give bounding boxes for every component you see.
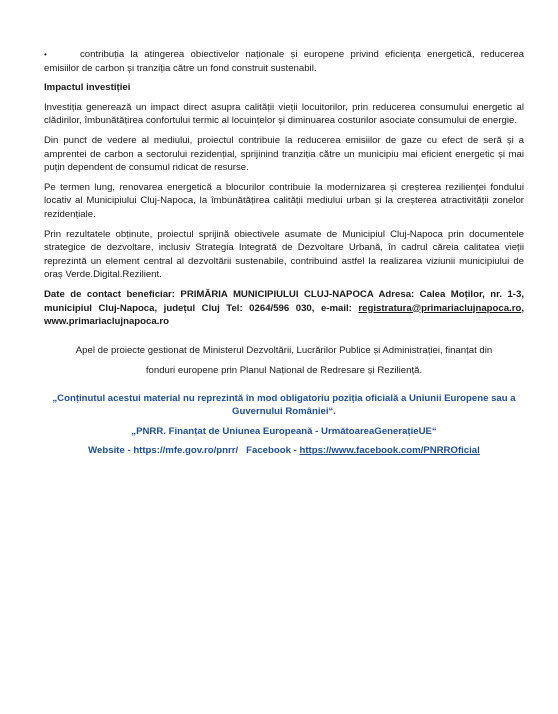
impact-paragraph-2: Din punct de vedere al mediului, proiectul contribuie la reducerea emisiilor de gaze cu efect de seră și a amprentei de carbon a sectorului rezidențial, sprijinind tranziția către un municipiu mai eficient energetic și mai puțin dependent de consumul ridicat de resurse. [44, 134, 524, 174]
impact-paragraph-3: Pe termen lung, renovarea energetică a blocurilor contribuie la modernizarea și creșterea rezilienței fondului locativ al Municipiului Cluj-Napoca, la îmbunătățirea calității mediului urban și la creșterea atractivității zonelor rezidențiale. [44, 181, 524, 220]
contact-details: Date de contact beneficiar: PRIMĂRIA MUNICIPIULUI CLUJ-NAPOCA Adresa: Calea Moților, nr. 1-3, municipiul Cluj-Napoca, județul Cluj Tel: 0264/596 030, e-mail: [44, 288, 524, 314]
facebook-label: Facebook - [246, 444, 300, 456]
facebook-link[interactable]: https://www.facebook.com/PNRROficial [299, 444, 480, 456]
website-label: Website - [88, 444, 134, 456]
spacer [44, 381, 524, 392]
website-link[interactable]: https://mfe.gov.ro/pnrr/ [133, 444, 239, 456]
document-page [44, 48, 524, 463]
bullet-text: contribuția la atingerea obiectivelor naționale și europene privind eficiența energetică, reducerea emisiilor de carbon și tranziția către un fond construit sustenabil. [44, 49, 524, 74]
contact-website[interactable]: www.primariaclujnapoca.ro [44, 316, 169, 328]
impact-heading: Impactul investiției [44, 82, 131, 94]
funding-line-1: Apel de proiecte gestionat de Ministerul Dezvoltării, Lucrărilor Publice și Administrației, finanțat din [75, 344, 493, 356]
contact-separator: , [521, 302, 524, 314]
contact-email-link[interactable]: registratura@primariaclujnapoca.ro [358, 302, 522, 314]
pnrr-slogan: „PNRR. Finanțat de Uniunea Europeană - UrmătoareaGenerațieUE“ [131, 425, 437, 437]
eu-disclaimer: „Conținutul acestui material nu reprezintă în mod obligatoriu poziția oficială a Uniunii Europene sau a Guvernului României“. [52, 392, 516, 418]
funding-line-2: fonduri europene prin Planul Național de Redresare și Reziliență. [145, 364, 423, 376]
links-line [44, 444, 524, 457]
bullet-item [44, 48, 524, 75]
bullet-symbol: • [44, 50, 47, 59]
impact-paragraph-4: Prin rezultatele obținute, proiectul sprijină obiectivele asumate de Municipiul Cluj-Napoca prin documentele strategice de dezvoltare, inclusiv Strategia Integrată de Dezvoltare Urbană, în cadrul căreia calitatea vieții reprezintă un element central al dezvoltării sustenabile, contribuind astfel la realizarea viziunii municipiului de oraș Verde.Digital.Rezilient. [44, 228, 524, 281]
contact-block [44, 288, 524, 329]
impact-paragraph-1: Investiția generează un impact direct asupra calității vieții locuitorilor, prin reducerea consumului energetic al clădirilor, îmbunătățirea confortului termic al locuințelor și diminuarea costurilor asociate consumului de energie. [44, 101, 524, 127]
